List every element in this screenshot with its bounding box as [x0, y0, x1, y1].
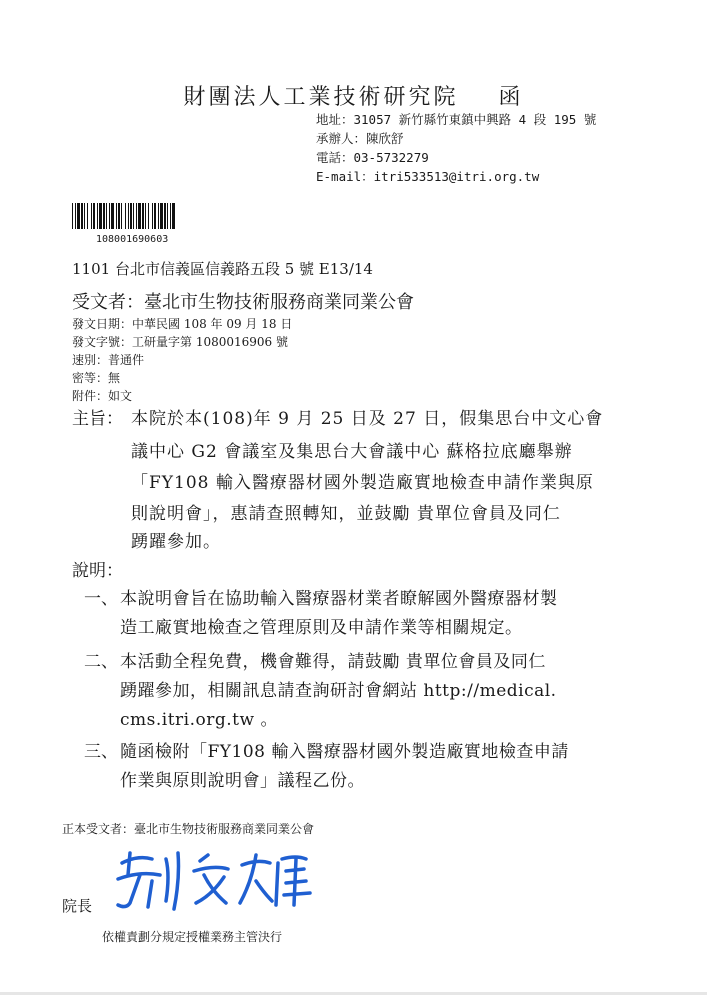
- barcode-bar: [158, 203, 159, 229]
- barcode-number: 108001690603: [96, 234, 169, 245]
- subject-line: 議中心 G2 會議室及集思台大會議中心 蘇格拉底廳舉辦: [131, 442, 573, 462]
- contact-person: 承辦人：陳欣舒: [316, 131, 404, 146]
- barcode-bar: [167, 203, 168, 229]
- barcode-bar: [97, 203, 98, 229]
- barcode-bar: [142, 203, 144, 229]
- barcode-bar: [130, 203, 132, 229]
- item-line: 隨函檢附「FY108 輸入醫療器材國外製造廠實地檢查申請: [120, 742, 569, 762]
- barcode-bar: [160, 203, 163, 229]
- barcode-bar: [116, 203, 117, 229]
- barcode-bar: [111, 203, 114, 229]
- subject-line: 則說明會」，惠請查照轉知，並鼓勵 貴單位會員及同仁: [131, 504, 561, 524]
- item-line: 本活動全程免費，機會難得，請鼓勵 貴單位會員及同仁: [120, 652, 546, 672]
- barcode-bar: [109, 203, 110, 229]
- barcode-bar: [164, 203, 166, 229]
- item-line: 踴躍參加，相關訊息請查詢研討會網站 http://medical.: [120, 681, 557, 701]
- subject-line: 踴躍參加。: [131, 532, 221, 552]
- barcode-bar: [81, 203, 83, 229]
- item-number: 二、: [84, 652, 118, 672]
- barcode-bar: [77, 203, 80, 229]
- contact-phone: 電話：03-5732279: [316, 150, 429, 165]
- item-line: 造工廠實地檢查之管理原則及申請作業等相關規定。: [120, 618, 523, 638]
- item-line: 作業與原則說明會」議程乙份。: [120, 771, 365, 791]
- barcode-bar: [136, 203, 137, 229]
- doc-type: 函: [498, 85, 524, 110]
- barcode-bar: [87, 203, 88, 229]
- document-title: [0, 80, 707, 111]
- barcode-bar: [72, 203, 73, 229]
- cc-recipient: 正本受文者：臺北市生物技術服務商業同業公會: [62, 822, 315, 836]
- barcode-bar: [84, 203, 85, 229]
- barcode-bar: [91, 203, 92, 229]
- contact-email: E-mail：itri533513@itri.org.tw: [316, 169, 540, 184]
- barcode: [72, 203, 176, 229]
- president-label: 院長: [62, 897, 93, 915]
- authorization-note: 依權責劃分規定授權業務主管決行: [102, 930, 283, 944]
- sender-address: 地址：31057 新竹縣竹東鎮中興路 4 段 195 號: [316, 112, 597, 127]
- delivery-speed: 速別：普通件: [72, 353, 145, 367]
- subject-line: 本院於本(108)年 9 月 25 日及 27 日，假集思台中文心會: [131, 409, 604, 429]
- barcode-bar: [154, 203, 156, 229]
- issue-date: 發文日期：中華民國 108 年 09 月 18 日: [72, 317, 293, 331]
- item-line: cms.itri.org.tw 。: [120, 710, 278, 730]
- barcode-bar: [128, 203, 129, 229]
- mail-address: 1101 台北市信義區信義路五段 5 號 E13/14: [72, 260, 373, 278]
- attachment: 附件：如文: [72, 389, 133, 403]
- barcode-bar: [103, 203, 105, 229]
- barcode-bar: [75, 203, 76, 229]
- barcode-bar: [118, 203, 120, 229]
- barcode-bar: [152, 203, 153, 229]
- recipient: 受文者：臺北市生物技術服務商業同業公會: [72, 292, 414, 313]
- barcode-bar: [138, 203, 141, 229]
- issue-number: 發文字號：工研量字第 1080016906 號: [72, 335, 288, 349]
- signature: [100, 845, 320, 915]
- barcode-bar: [93, 203, 95, 229]
- barcode-bar: [145, 203, 146, 229]
- barcode-bar: [125, 203, 126, 229]
- item-number: 一、: [84, 589, 118, 609]
- org-name: 財團法人工業技術研究院: [183, 85, 459, 110]
- explanation-label: 說明：: [72, 561, 123, 581]
- barcode-bar: [148, 203, 149, 229]
- item-line: 本說明會旨在協助輸入醫療器材業者瞭解國外醫療器材製: [120, 589, 558, 609]
- barcode-bar: [99, 203, 102, 229]
- barcode-bar: [172, 203, 175, 229]
- item-number: 三、: [84, 742, 118, 762]
- barcode-bar: [133, 203, 134, 229]
- barcode-bar: [170, 203, 171, 229]
- scan-edge: [0, 992, 707, 995]
- secrecy-level: 密等：無: [72, 371, 121, 385]
- barcode-bar: [121, 203, 122, 229]
- subject-line: 「FY108 輸入醫療器材國外製造廠實地檢查申請作業與原: [131, 473, 594, 493]
- barcode-bar: [106, 203, 107, 229]
- subject-label: 主旨：: [72, 409, 123, 429]
